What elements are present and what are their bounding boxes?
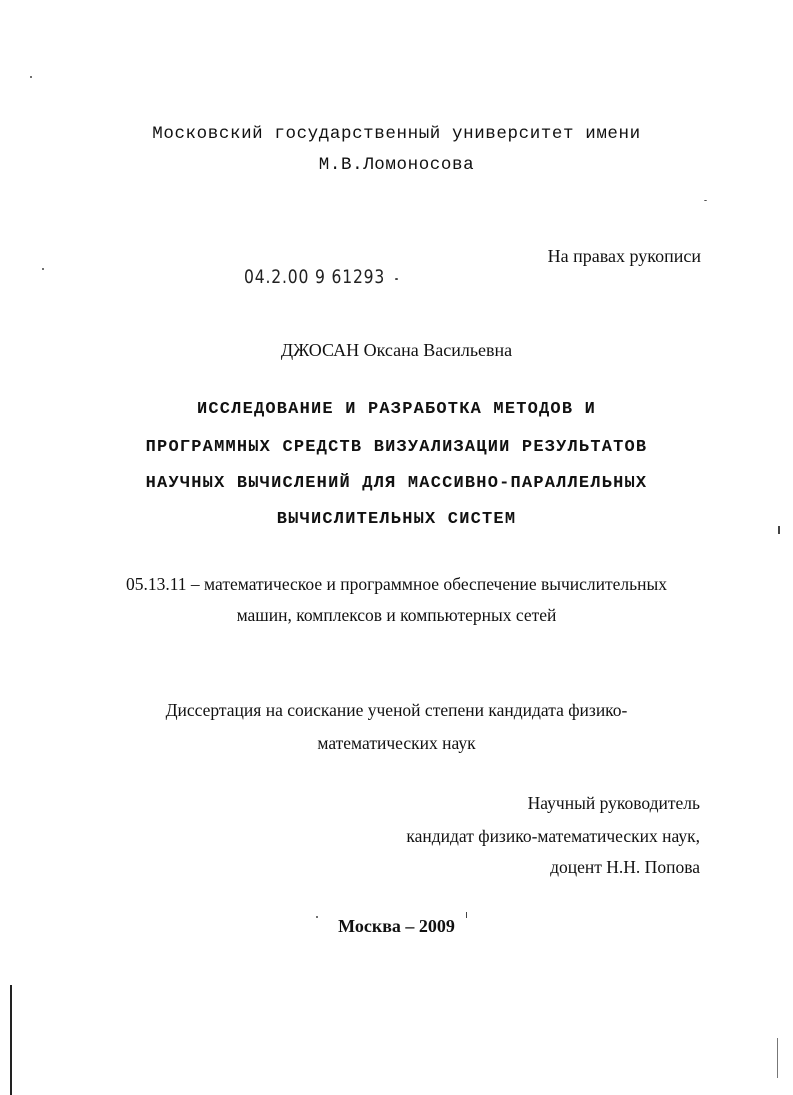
specialty-code-line-1: 05.13.11 – математическое и программное обеспечение вычислительных <box>125 574 668 594</box>
scan-edge-line <box>777 1038 778 1078</box>
scan-speck <box>704 200 707 201</box>
degree-statement-line-1: Диссертация на соискание ученой степени кандидата физико- <box>165 700 628 720</box>
thesis-title-line-3: НАУЧНЫХ ВЫЧИСЛЕНИЙ ДЛЯ МАССИВНО-ПАРАЛЛЕЛЬНЫХ <box>145 474 648 493</box>
thesis-title-line-1: ИССЛЕДОВАНИЕ И РАЗРАБОТКА МЕТОДОВ И <box>196 400 597 419</box>
supervisor-name: доцент Н.Н. Попова <box>550 857 700 877</box>
scan-edge-line <box>10 985 12 1095</box>
supervisor-label: Научный руководитель <box>527 793 700 813</box>
degree-statement-line-2: математических наук <box>317 733 476 753</box>
supervisor-degree: кандидат физико-математических наук, <box>406 826 700 846</box>
manuscript-rights-label: На правах рукописи <box>547 246 701 266</box>
scan-speck <box>778 526 780 534</box>
city-year: Москва – 2009 <box>338 916 455 936</box>
thesis-title-line-2: ПРОГРАММНЫХ СРЕДСТВ ВИЗУАЛИЗАЦИИ РЕЗУЛЬТАТОВ <box>145 438 648 457</box>
scan-speck <box>466 912 467 918</box>
registry-number-stamp: 04.2.00 9 61293 <box>244 266 386 288</box>
specialty-code-line-2: машин, комплексов и компьютерных сетей <box>236 605 557 625</box>
scan-speck <box>30 76 32 78</box>
scan-speck <box>395 278 398 280</box>
thesis-title-line-4: ВЫЧИСЛИТЕЛЬНЫХ СИСТЕМ <box>276 510 517 529</box>
scan-speck <box>316 916 318 918</box>
scan-speck <box>42 268 44 270</box>
author-name: ДЖОСАН Оксана Васильевна <box>280 340 513 360</box>
university-name-line-2: М.В.Ломоносова <box>318 155 475 175</box>
university-name-line-1: Московский государственный университет имени <box>152 124 641 144</box>
